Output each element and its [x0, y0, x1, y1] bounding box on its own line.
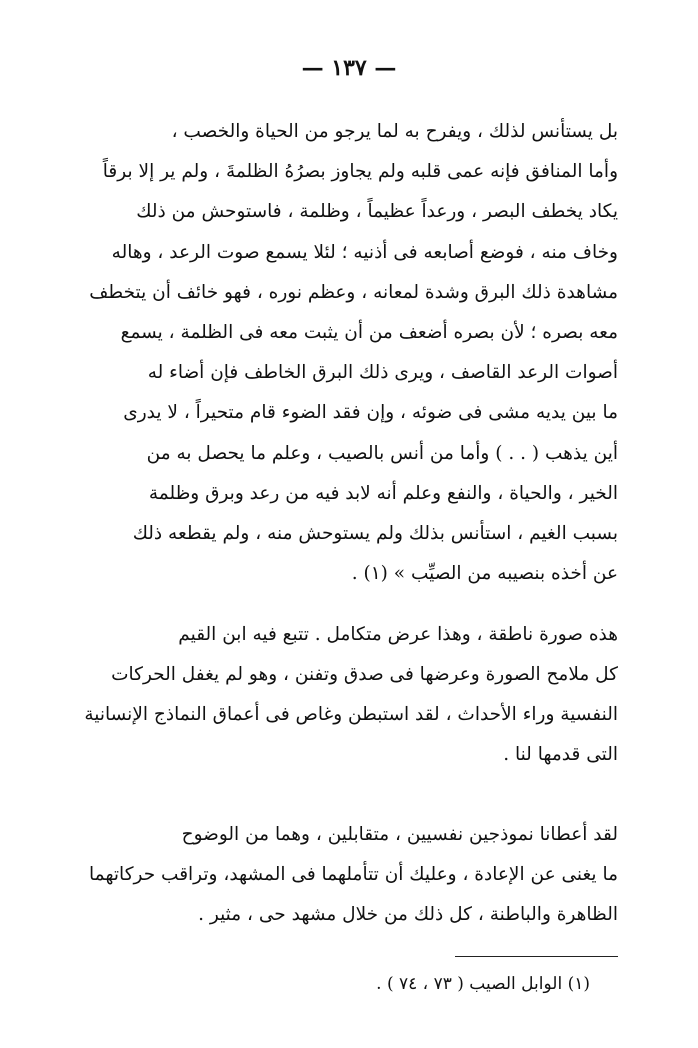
- text-line: بل يستأنس لذلك ، ويفرح به لما يرجو من الحياة والخصب ،: [171, 121, 618, 142]
- text-line: كل ملامح الصورة وعرضها فى صدق وتفنن ، وهو لم يغفل الحركات: [111, 664, 618, 685]
- paragraph-commentary: [80, 615, 618, 775]
- text-line: يكاد يخطف البصر ، ورعداً عظيماً ، وظلمة ، فاستوحش من ذلك: [136, 201, 618, 223]
- text-line: معه بصره ؛ لأن بصره أضعف من أن يثبت معه فى الظلمة ، يسمع: [120, 322, 618, 344]
- footnote: (١) الوابل الصيب ( ٧٣ ، ٧٤ ) .: [376, 974, 590, 994]
- text-line: أصوات الرعد القاصف ، ويرى ذلك البرق الخاطف فإن أضاء له: [147, 362, 618, 384]
- text-line: أين يذهب ( . . ) وأما من أنس بالصيب ، وعلم ما يحصل به من: [146, 442, 618, 464]
- text-line: لقد أعطانا نموذجين نفسيين ، متقابلين ، وهما من الوضوح: [181, 824, 618, 845]
- footnote-divider: [455, 956, 618, 957]
- text-line: ما يغنى عن الإعادة ، وعليك أن تتأملهما فى المشهد، وتراقب حركاتهما: [89, 864, 618, 885]
- text-line: وخاف منه ، فوضع أصابعه فى أذنيه ؛ لئلا يسمع صوت الرعد ، وهاله: [111, 241, 618, 263]
- text-line: الخير ، والحياة ، والنفع وعلم أنه لابد فيه من رعد وبرق وظلمة: [148, 482, 618, 504]
- page-number: — ١٣٧ —: [301, 55, 397, 81]
- paragraph-conclusion: [80, 815, 618, 935]
- text-line: بسبب الغيم ، استأنس بذلك ولم يستوحش منه ، ولم يقطعه ذلك: [132, 523, 618, 545]
- paragraph-quote: [80, 112, 618, 594]
- text-line: هذه صورة ناطقة ، وهذا عرض متكامل . تتبع فيه ابن القيم: [178, 624, 618, 645]
- text-line: وأما المنافق فإنه عمى قلبه ولم يجاوز بصرُهُ الظلمةَ ، ولم ير إلا برقاً: [102, 161, 618, 183]
- text-line: التى قدمها لنا .: [503, 744, 618, 765]
- text-line: مشاهدة ذلك البرق وشدة لمعانه ، وعظم نوره ، فهو خائف أن يتخطف: [89, 281, 618, 303]
- text-line: عن أخذه بنصيبه من الصيِّب » (١) .: [351, 563, 618, 585]
- text-line: ما بين يديه مشى فى ضوئه ، وإن فقد الضوء قام متحيراً ، لا يدرى: [123, 402, 618, 424]
- text-line: الظاهرة والباطنة ، كل ذلك من خلال مشهد حى ، مثير .: [198, 904, 618, 925]
- text-line: النفسية وراء الأحداث ، لقد استبطن وغاص فى أعماق النماذج الإنسانية: [84, 704, 618, 725]
